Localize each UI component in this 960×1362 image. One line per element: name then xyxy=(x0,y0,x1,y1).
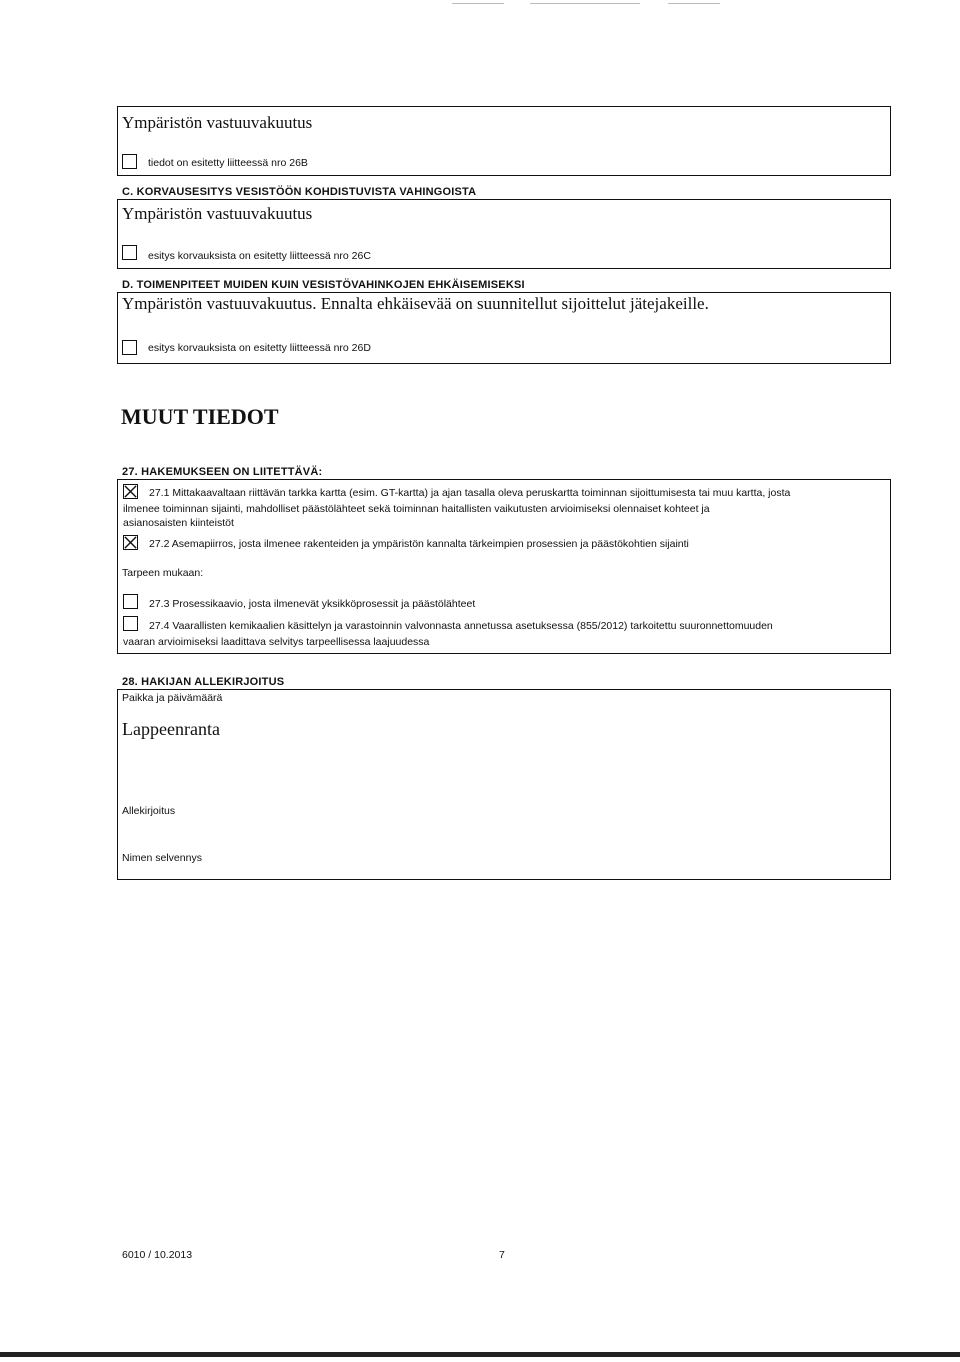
item-27-1-line2: ilmenee toiminnan sijainti, mahdolliset päästölähteet sekä toiminnan haitallisten vaikutusten arvioimiseksi olennaiset kohteet ja xyxy=(123,503,710,515)
item-27-2-checkbox[interactable] xyxy=(123,535,138,550)
section-d-text: Ympäristön vastuuvakuutus. Ennalta ehkäisevää on suunnitellut sijoittelut jätejakeille. xyxy=(122,294,709,313)
signature-label: Allekirjoitus xyxy=(122,805,176,817)
item-27-4-checkbox[interactable] xyxy=(123,616,138,631)
section-b-checkbox[interactable] xyxy=(122,154,137,169)
item-27-1-checkbox[interactable] xyxy=(123,484,138,499)
tarpeen-mukaan-label: Tarpeen mukaan: xyxy=(122,567,204,579)
section-c-attachment-label: esitys korvauksista on esitetty liitteessä nro 26C xyxy=(148,250,371,262)
form-code: 6010 / 10.2013 xyxy=(122,1249,193,1261)
section-27-heading: 27. HAKEMUKSEEN ON LIITETTÄVÄ: xyxy=(122,466,323,478)
item-27-1-line1: 27.1 Mittakaavaltaan riittävän tarkka kartta (esim. GT-kartta) ja ajan tasalla oleva peruskartta toiminnan sijoittumisesta tai muu kartta, josta xyxy=(149,487,791,499)
section-b-text: Ympäristön vastuuvakuutus xyxy=(122,113,313,132)
page-number: 7 xyxy=(499,1249,505,1261)
section-28-heading: 28. HAKIJAN ALLEKIRJOITUS xyxy=(122,676,285,688)
top-mark-left xyxy=(452,3,504,4)
item-27-2-text: 27.2 Asemapiirros, josta ilmenee rakenteiden ja ympäristön kannalta tärkeimpien prosessien ja päästökohtien sijainti xyxy=(149,538,689,550)
section-d-heading: D. TOIMENPITEET MUIDEN KUIN VESISTÖVAHINKOJEN EHKÄISEMISEKSI xyxy=(122,279,525,291)
bottom-scan-edge xyxy=(0,1352,960,1357)
item-27-3-text: 27.3 Prosessikaavio, josta ilmenevät yksikköprosessit ja päästölähteet xyxy=(149,598,476,610)
item-27-4-line2: vaaran arvioimiseksi laadittava selvitys tarpeellisessa laajuudessa xyxy=(123,636,430,648)
checked-cross-icon xyxy=(124,536,137,549)
top-mark-right xyxy=(668,3,720,4)
item-27-3-checkbox[interactable] xyxy=(123,594,138,609)
section-b-attachment-label: tiedot on esitetty liitteessä nro 26B xyxy=(148,157,308,169)
checked-cross-icon xyxy=(124,485,137,498)
section-d-checkbox[interactable] xyxy=(122,340,137,355)
item-27-4-line1: 27.4 Vaarallisten kemikaalien käsittelyn ja varastoinnin valvonnasta annetussa asetuksessa (855/2012) tarkoitettu suuronnettomuuden xyxy=(149,620,773,632)
muut-tiedot-title: MUUT TIEDOT xyxy=(121,404,279,429)
top-mark-middle xyxy=(530,3,640,4)
item-27-1-line3: asianosaisten kiinteistöt xyxy=(123,517,234,529)
section-c-checkbox[interactable] xyxy=(122,245,137,260)
section-d-attachment-label: esitys korvauksista on esitetty liitteessä nro 26D xyxy=(148,342,371,354)
name-clarification-label: Nimen selvennys xyxy=(122,852,202,864)
section-c-heading: C. KORVAUSESITYS VESISTÖÖN KOHDISTUVISTA VAHINGOISTA xyxy=(122,186,477,198)
section-28-box xyxy=(117,689,891,880)
place-date-label: Paikka ja päivämäärä xyxy=(122,692,223,704)
section-c-text: Ympäristön vastuuvakuutus xyxy=(122,204,313,223)
place-value[interactable]: Lappeenranta xyxy=(122,719,220,739)
